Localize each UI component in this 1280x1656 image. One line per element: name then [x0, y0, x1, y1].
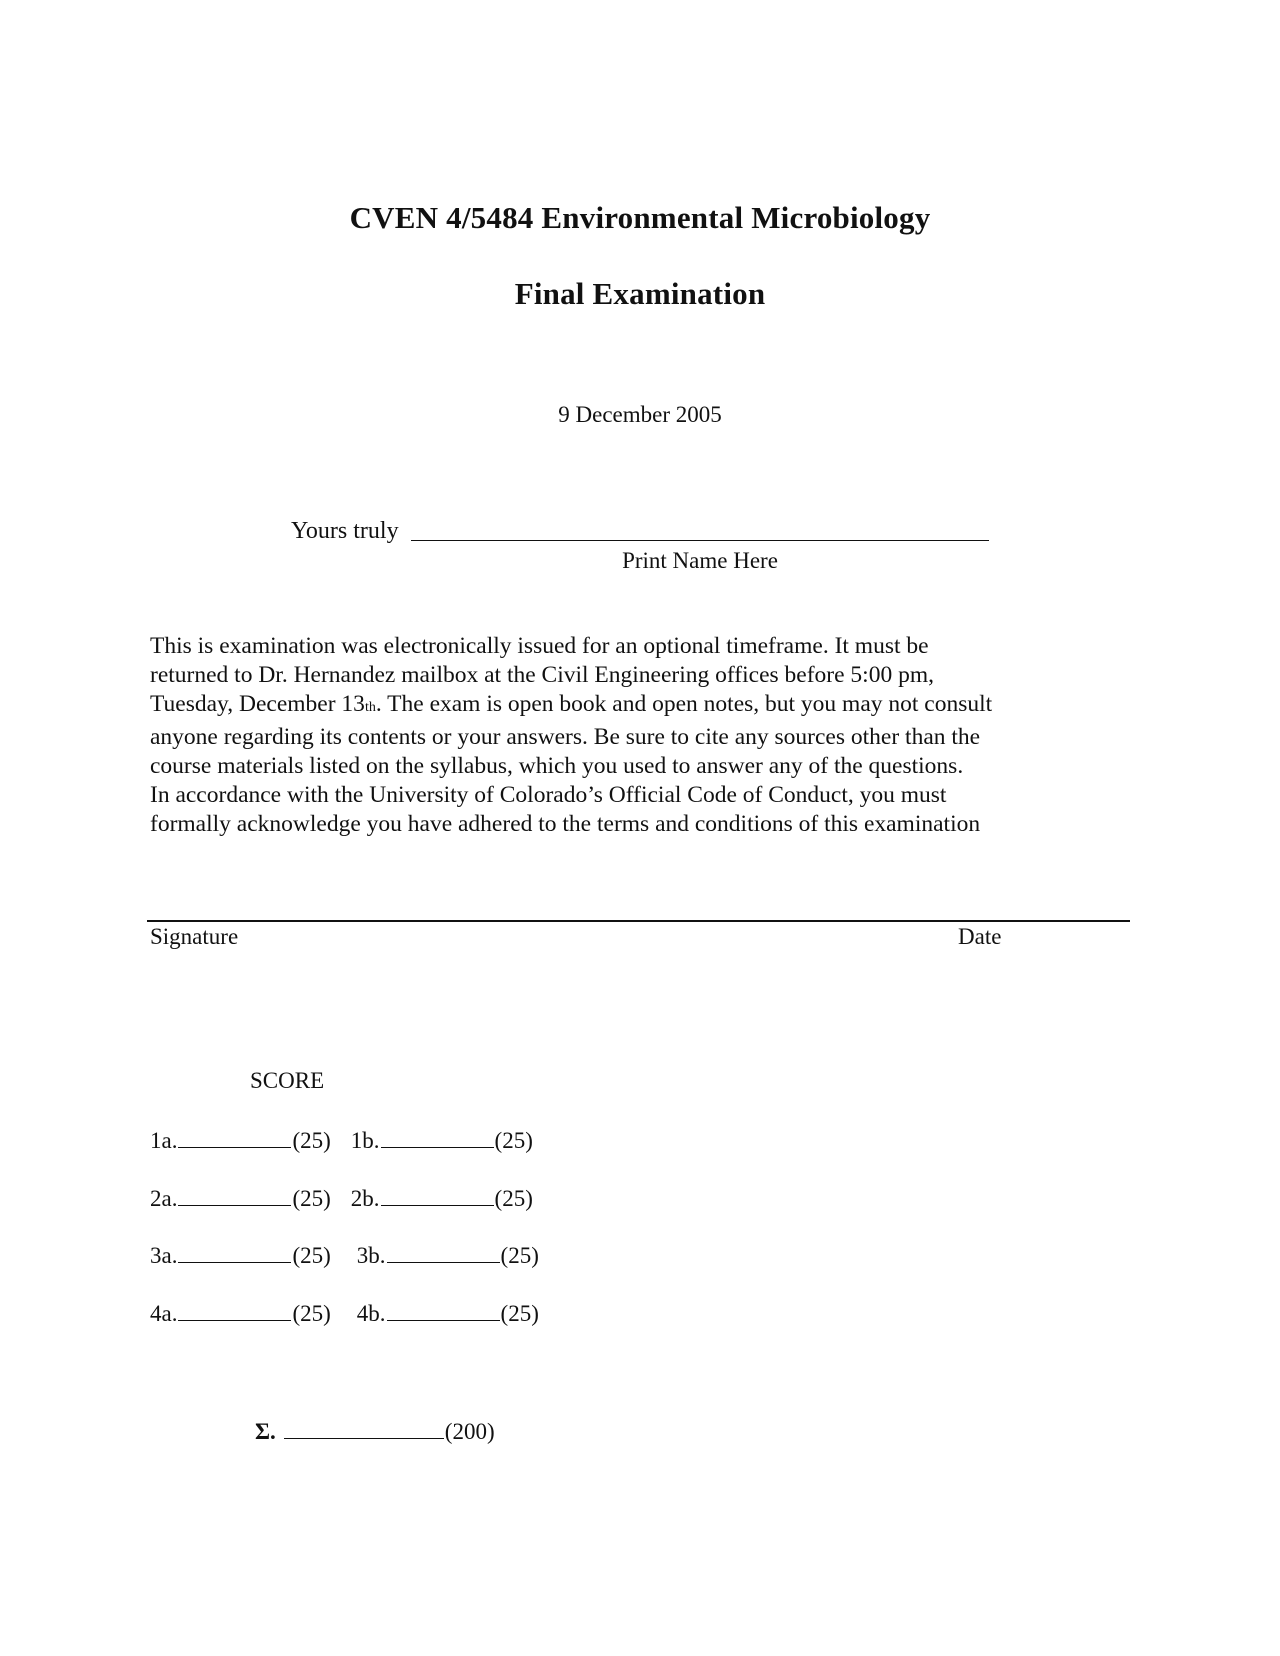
score-blank[interactable] [178, 1185, 291, 1206]
ordinal-suffix: th [364, 700, 376, 716]
yours-truly-label: Yours truly [291, 518, 399, 544]
points-label: (25) [494, 1128, 533, 1153]
instructions-line: In accordance with the University of Colorado’s Official Code of Conduct, you must [150, 782, 947, 809]
points-label: (25) [494, 1186, 533, 1211]
print-name-field[interactable] [411, 540, 989, 541]
exam-date: 9 December 2005 [558, 402, 722, 427]
score-row [150, 1127, 533, 1154]
points-label: (25) [292, 1301, 331, 1326]
signature-label: Signature [150, 924, 239, 949]
score-row [150, 1242, 539, 1269]
question-label: 1a. [150, 1128, 178, 1153]
instructions-line: anyone regarding its contents or your answers. Be sure to cite any sources other than the [150, 723, 981, 750]
score-blank[interactable] [387, 1242, 500, 1263]
course-title: CVEN 4/5484 Environmental Microbiology [349, 200, 931, 235]
date-label: Date [958, 924, 1002, 949]
score-blank[interactable] [178, 1242, 291, 1263]
instructions-paragraph [150, 632, 1110, 839]
score-row [150, 1185, 533, 1212]
score-blank[interactable] [178, 1127, 291, 1148]
score-title: SCORE [250, 1068, 325, 1093]
instructions-line [150, 690, 1110, 722]
points-label: (25) [292, 1243, 331, 1268]
instructions-line: This is examination was electronically issued for an optional timeframe. It must be [150, 633, 929, 659]
question-label: 4a. [150, 1301, 178, 1326]
question-label: 1b. [350, 1128, 380, 1153]
score-blank[interactable] [387, 1300, 500, 1321]
question-label: 2a. [150, 1186, 178, 1211]
question-label: 3b. [356, 1243, 386, 1268]
score-row [150, 1300, 539, 1327]
total-points-label: (200) [444, 1419, 495, 1444]
instructions-line: formally acknowledge you have adhered to the terms and conditions of this examination [150, 811, 981, 838]
question-label: 3a. [150, 1243, 178, 1268]
points-label: (25) [500, 1301, 539, 1326]
signature-field[interactable] [147, 920, 1130, 922]
points-label: (25) [292, 1128, 331, 1153]
total-score-row [255, 1418, 495, 1445]
exam-title: Final Examination [514, 276, 766, 311]
instructions-text: . The exam is open book and open notes, but you may not consult [375, 691, 993, 718]
total-score-blank[interactable] [284, 1418, 444, 1439]
points-label: (25) [500, 1243, 539, 1268]
question-label: 2b. [350, 1186, 380, 1211]
score-blank[interactable] [178, 1300, 291, 1321]
sigma-symbol: Σ. [255, 1419, 276, 1444]
instructions-line: returned to Dr. Hernandez mailbox at the Civil Engineering offices before 5:00 pm, [150, 662, 934, 689]
score-blank[interactable] [381, 1127, 494, 1148]
question-label: 4b. [356, 1301, 386, 1326]
score-blank[interactable] [381, 1185, 494, 1206]
points-label: (25) [292, 1186, 331, 1211]
print-name-hint: Print Name Here [622, 548, 778, 573]
instructions-date-text: Tuesday, December 13 [150, 691, 365, 718]
instructions-line: course materials listed on the syllabus, which you used to answer any of the questions. [150, 752, 964, 779]
